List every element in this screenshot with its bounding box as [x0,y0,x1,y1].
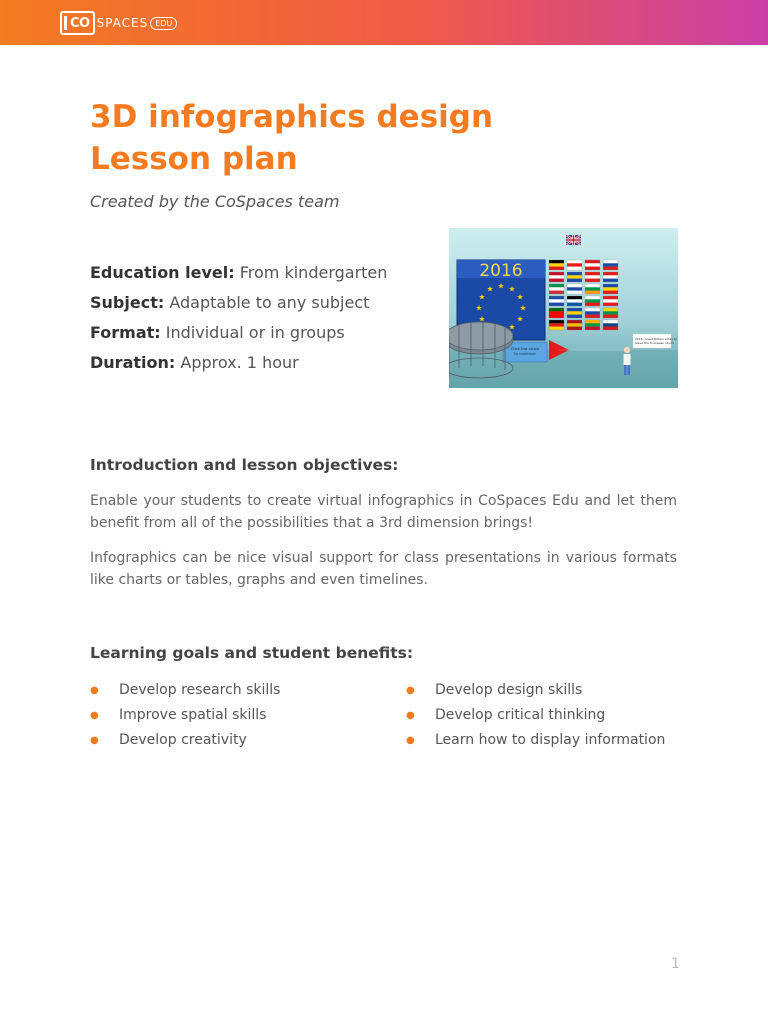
intro-paragraph-1: Enable your students to create virtual infographics in CoSpaces Edu and let them benefit from all of the possibilities that a 3rd dimension brings! [90,493,677,531]
click-text-2: to continue [514,351,536,356]
goals-list-left [90,678,280,753]
byline: Created by the CoSpaces team [90,192,340,211]
page-title [90,96,493,180]
title-line-2: Lesson plan [90,141,298,177]
bubble-text-2: leave the European Union [635,341,674,345]
goals-heading: Learning goals and student benefits: [90,644,414,662]
logo-mark-text: CO [70,15,90,31]
goal-item: ● Develop design skills [406,678,665,703]
meta-duration: Duration: Approx. 1 hour [90,353,299,372]
lesson-meta [90,258,387,378]
year-label: 2016 [479,261,523,281]
lesson-screenshot-image [449,228,678,388]
page-number: 1 [671,956,680,972]
logo-text: SPACES [96,16,149,30]
goal-item: ● Learn how to display information [406,728,665,753]
title-line-1: 3D infographics design [90,99,494,135]
meta-format: Format: Individual or in groups [90,323,345,342]
goal-item: ● Develop critical thinking [406,703,665,728]
meta-education-level: Education level: From kindergarten [90,263,388,282]
click-text-1: Click the arrow [510,346,540,351]
meta-subject: Subject: Adaptable to any subject [90,293,370,312]
goal-item: ● Develop research skills [90,678,280,703]
bubble-text-1: 2016: Great Britain votes to [635,337,677,341]
logo-mark [60,11,95,35]
goals-list-right [406,678,665,753]
cospaces-edu-logo[interactable] [60,11,177,35]
intro-paragraph-2: Infographics can be nice visual support for class presentations in various formats like charts or tables, graphs and even timelines. [90,550,677,588]
goal-item: ● Improve spatial skills [90,703,280,728]
intro-heading: Introduction and lesson objectives: [90,456,399,474]
goal-item: ● Develop creativity [90,728,280,753]
header-bar [0,0,768,45]
uk-flag-icon [566,235,581,245]
logo-badge: EDU [150,17,177,30]
